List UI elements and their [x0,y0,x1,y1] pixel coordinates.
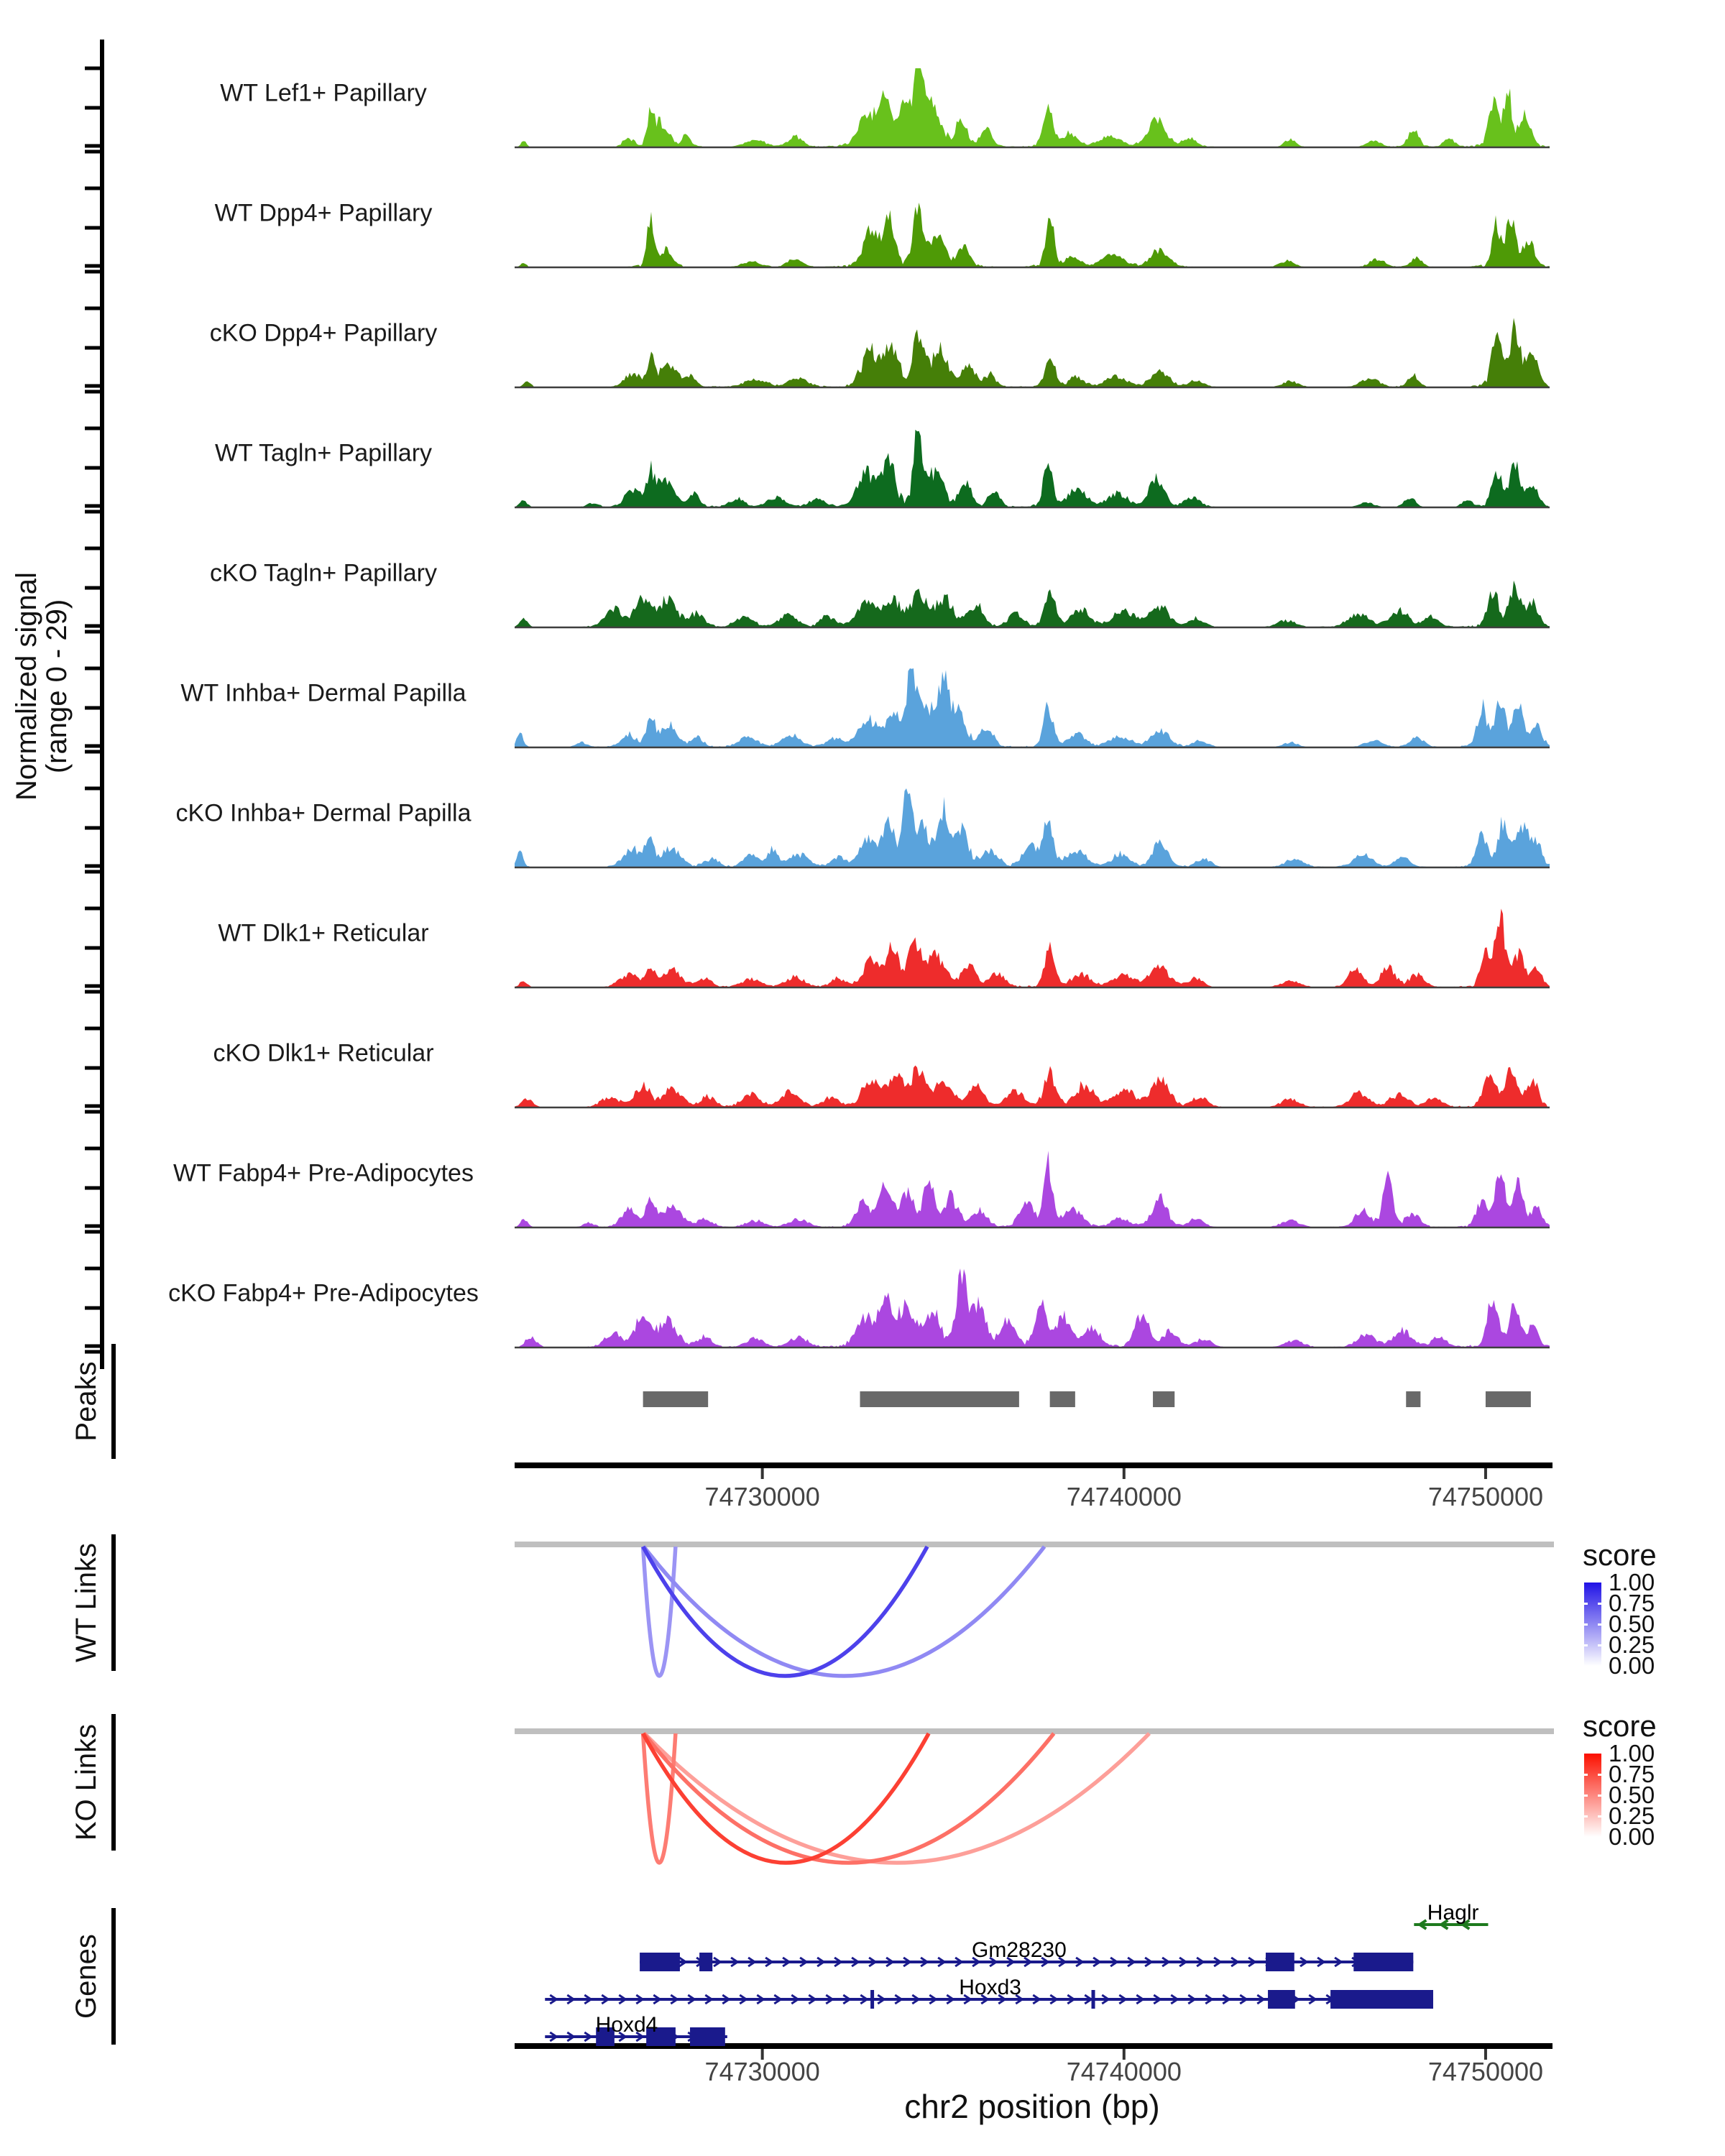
legend-tick-label: 0.00 [1609,1652,1655,1679]
legend-tick-label: 0.75 [1609,1590,1655,1616]
legend-bar-notch [1598,1815,1601,1818]
ko-links-score-legend [1581,1709,1725,1881]
legend-tick-label: 1.00 [1609,1740,1655,1766]
track-label-6: WT Inhba+ Dermal Papilla [180,679,466,707]
ko-link-arc [643,1733,929,1863]
legend-bar-notch [1598,1774,1601,1776]
x-axis-tick-label: 74730000 [704,2057,820,2086]
x-axis-tick-label: 74740000 [1066,2057,1182,2086]
peak-interval [860,1391,1019,1407]
gene-exon-Hoxd3 [1092,1990,1095,2009]
ko-legend-gradient-bar [1584,1754,1601,1837]
wt-link-arc [644,1547,1044,1676]
track-label-10: WT Fabp4+ Pre-Adipocytes [173,1159,474,1187]
section-label-wt-links: WT Links [70,1543,102,1662]
x-axis-tick-label: 74750000 [1427,2057,1544,2086]
gene-exon-Gm28230 [1353,1953,1413,1971]
y-axis-title-line1: Normalized signal [11,572,42,801]
track-label-7: cKO Inhba+ Dermal Papilla [175,799,472,827]
peak-interval [643,1391,709,1407]
peak-interval [1486,1391,1531,1407]
legend-tick-label: 0.00 [1609,1823,1655,1850]
gene-label-Hoxd4: Hoxd4 [595,2013,658,2037]
gene-exon-Hoxd3 [1330,1990,1433,2009]
gene-label-Hoxd3: Hoxd3 [959,1976,1021,1999]
track-label-5: cKO Tagln+ Papillary [210,559,437,587]
gene-exon-Hoxd4 [690,2027,725,2046]
legend-bar-notch [1598,1644,1601,1646]
y-axis-title [12,435,72,938]
legend-bar-notch [1598,1795,1601,1797]
track-label-8: WT Dlk1+ Reticular [218,919,429,947]
ko-legend-title: score [1583,1709,1657,1743]
legend-tick-label: 0.25 [1609,1802,1655,1829]
gene-exon-Gm28230 [640,1953,680,1971]
legend-bar-notch [1584,1623,1588,1626]
track-label-1: WT Lef1+ Papillary [220,79,427,107]
gene-exon-Gm28230 [699,1953,712,1971]
peak-interval [1050,1391,1075,1407]
legend-tick-label: 1.00 [1609,1569,1655,1595]
section-label-ko-links: KO Links [70,1723,102,1841]
section-label-genes: Genes [70,1934,102,2019]
gene-exon-Hoxd3 [870,1990,874,2009]
ko-link-baseline-bar [515,1728,1554,1734]
track-label-3: cKO Dpp4+ Papillary [209,319,438,347]
signal-area-9 [515,1066,1550,1108]
x-axis-title: chr2 position (bp) [904,2088,1160,2125]
wt-links-score-legend [1581,1538,1725,1710]
legend-tick-label: 0.75 [1609,1761,1655,1787]
signal-area-3 [515,318,1550,387]
y-axis-title-line2: (range 0 - 29) [41,599,73,774]
x-axis-tick-label: 74750000 [1427,1482,1544,1511]
signal-area-8 [515,908,1550,987]
x-axis-tick-label: 74730000 [704,1482,820,1511]
legend-bar-notch [1598,1623,1601,1626]
legend-tick-label: 0.25 [1609,1631,1655,1658]
ko-link-arc [645,1733,1149,1863]
legend-bar-notch [1584,1815,1588,1818]
signal-area-7 [515,788,1550,867]
peak-interval [1153,1391,1174,1407]
signal-area-2 [515,203,1550,267]
gene-label-Haglr: Haglr [1427,1901,1479,1925]
gene-exon-Gm28230 [1266,1953,1294,1971]
signal-area-1 [515,68,1550,147]
legend-bar-notch [1584,1644,1588,1646]
gene-exon-Hoxd3 [1268,1990,1295,2009]
wt-link-arc [643,1547,927,1676]
legend-bar-notch [1584,1795,1588,1797]
legend-tick-label: 0.50 [1609,1782,1655,1808]
wt-legend-gradient-bar [1584,1583,1601,1666]
legend-bar-notch [1598,1603,1601,1605]
legend-tick-label: 0.50 [1609,1611,1655,1637]
track-label-9: cKO Dlk1+ Reticular [213,1039,434,1067]
signal-area-6 [515,668,1550,747]
track-label-2: WT Dpp4+ Papillary [214,199,433,227]
signal-area-5 [515,581,1550,627]
wt-legend-title: score [1583,1538,1657,1572]
signal-area-10 [515,1151,1550,1227]
gene-label-Gm28230: Gm28230 [972,1938,1067,1962]
x-axis-tick-label: 74740000 [1066,1482,1182,1511]
legend-bar-notch [1584,1774,1588,1776]
track-label-4: WT Tagln+ Papillary [214,439,433,467]
peak-interval [1406,1391,1420,1407]
legend-bar-notch [1584,1603,1588,1605]
section-label-peaks: Peaks [70,1361,102,1442]
signal-area-4 [515,430,1550,507]
track-label-11: cKO Fabp4+ Pre-Adipocytes [168,1279,479,1307]
wt-link-baseline-bar [515,1542,1554,1547]
signal-area-11 [515,1268,1550,1348]
